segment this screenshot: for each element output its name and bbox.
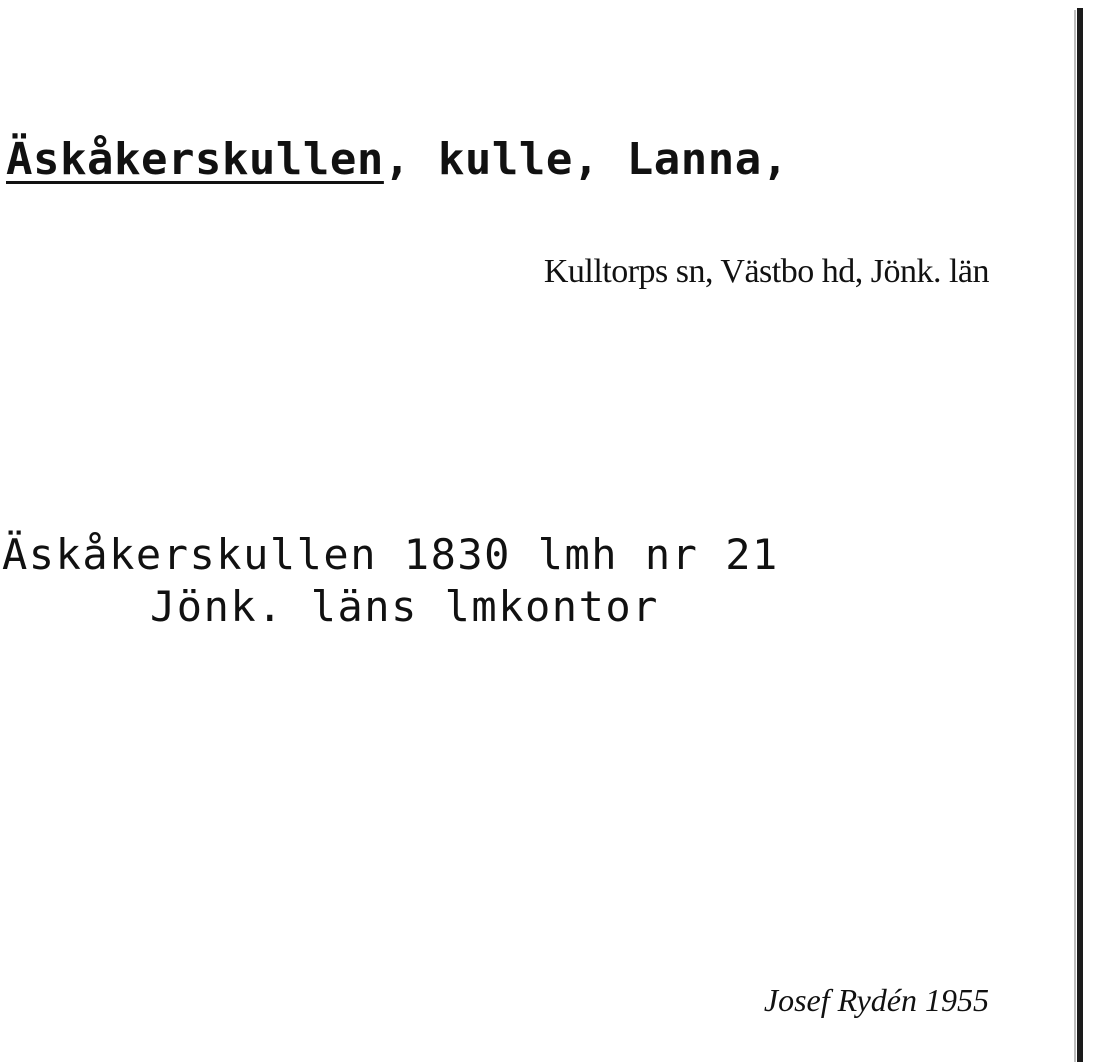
- place-descriptor: , kulle, Lanna,: [383, 134, 789, 185]
- source-line-2: Jönk. läns lmkontor: [150, 582, 659, 631]
- place-name: Äskåkerskullen: [6, 134, 384, 185]
- card-edge-shadow: [1074, 10, 1076, 1062]
- card-right-edge: [1077, 8, 1083, 1062]
- source-line-1: Äskåkerskullen 1830 lmh nr 21: [2, 530, 779, 579]
- signature: Josef Rydén 1955: [763, 982, 989, 1018]
- headline: [6, 132, 789, 188]
- location-line: Kulltorps sn, Västbo hd, Jönk. län: [543, 253, 989, 290]
